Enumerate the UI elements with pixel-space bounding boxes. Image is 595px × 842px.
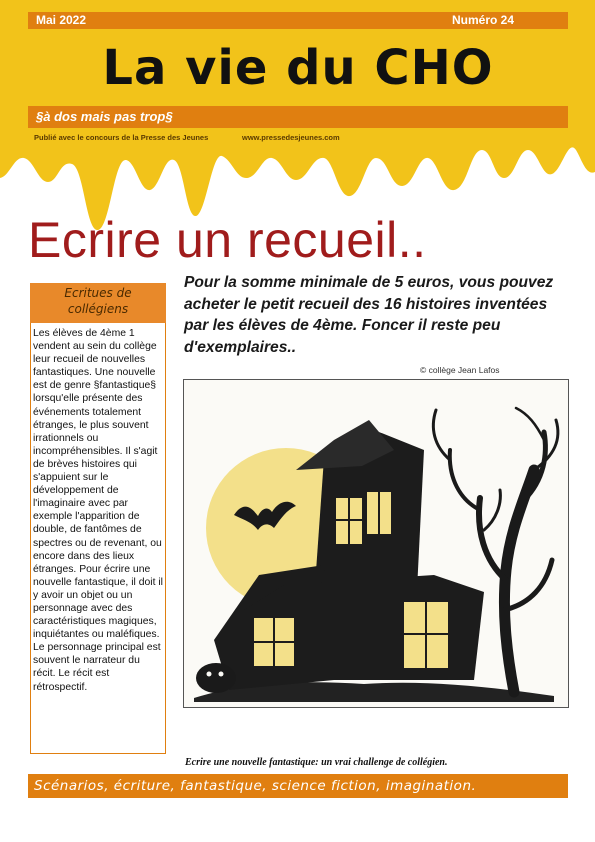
photo-credit: © collège Jean Lafos [420, 365, 500, 375]
issue-number: Numéro 24 [452, 13, 515, 27]
article-headline: Ecrire un recueil.. [28, 212, 427, 268]
article-lead: Pour la somme minimale de 5 euros, vous pouvez acheter le petit recueil des 16 histoires inventées par les élèves de 4ème. Foncer il reste peu d'exemplaires.. [184, 274, 554, 356]
sidebar-title [30, 285, 166, 317]
sidebar-title-line2: collégiens [67, 302, 129, 316]
sidebar-title-line1: Ecritues de [64, 286, 132, 300]
publication-note: Publié avec le concours de la Presse des Jeunes [34, 133, 209, 142]
masthead-title: La vie du CHO [102, 40, 494, 96]
publication-url[interactable]: www.pressedesjeunes.com [242, 133, 340, 142]
photo-caption: Ecrire une nouvelle fantastique: un vrai challenge de collégien. [185, 757, 448, 768]
haunted-house-illustration [183, 379, 569, 708]
keywords: Scénarios, écriture, fantastique, science fiction, imagination. [34, 778, 477, 794]
issue-date: Mai 2022 [36, 13, 87, 27]
tagline: §à dos mais pas trop§ [36, 109, 173, 124]
sidebar-text: Les élèves de 4ème 1 vendent au sein du collège leur recueil de nouvelles fantastiques. Une nouvelle est de genre §fantastique§ lorsqu'elle présente des événements totalement étranges, le plus souvent irrationnels ou incompréhensibles. Il s'agit de brèves histoires qui s'appuient sur le développement de l'imaginaire avec par exemple l'apparition de double, de fantômes de spectres ou de revenant, ou encore dans des lieux étranges. Pour écrire une nouvelle fantastique, il doit il y avoir un objet ou un personnage avec des caractéristiques magiques, inquiétantes ou maléfiques. Le personnage principal est souvent le narrateur du récit. Le récit est rétrospectif. [33, 328, 163, 693]
pumpkin [196, 663, 236, 693]
